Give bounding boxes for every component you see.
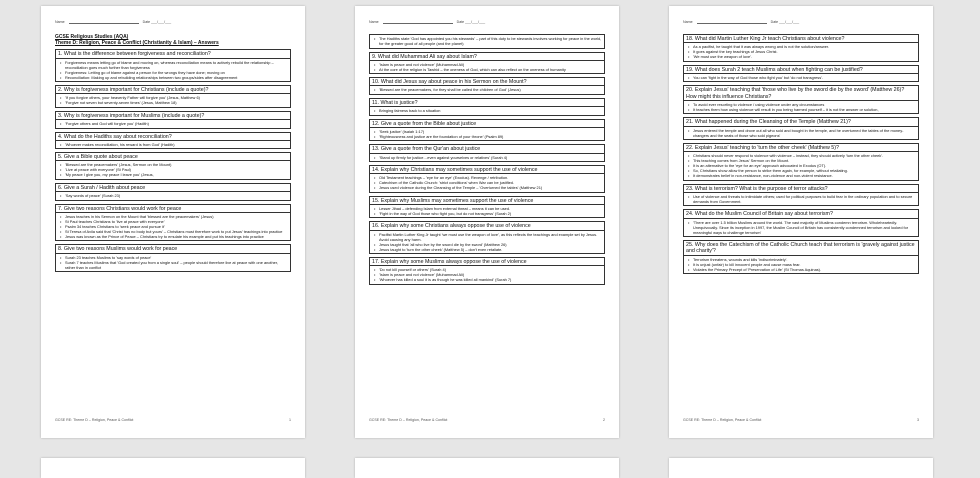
answer-bullet: • Reconciliation: Making up and rebuilding relationships between two groups/sides after disagreement — [65, 75, 288, 80]
answer-bullet: • 'If you forgive others, your heavenly Father will forgive you' (Jesus, Matthew 6) — [65, 95, 288, 100]
answer-bullet: • It demonstrates belief in non-resistance, non-violence and non-violent resistance. — [693, 173, 916, 178]
answer-bullet: • You can 'fight in the way of God those who fight you' but 'do not transgress'. — [693, 75, 916, 80]
question-box — [369, 119, 605, 142]
question-box — [683, 65, 919, 83]
document-page-4-top — [41, 458, 305, 478]
answer-list — [372, 62, 602, 72]
question-box — [369, 144, 605, 162]
document-title — [55, 34, 291, 46]
answer-bullet: • 'Live at peace with everyone' (St Paul) — [65, 167, 288, 172]
page-number: 1 — [289, 418, 291, 422]
footer-text: GCSE RE: Theme D – Religion, Peace & Conflict — [369, 418, 448, 422]
question-title: 12. Give a quote from the Bible about justice — [370, 121, 604, 128]
question-title: 7. Give two reasons Christians would work for peace — [56, 206, 290, 213]
answer-bullet: • 'Say words of peace' (Surah 23) — [65, 193, 288, 198]
document-page-1 — [41, 6, 305, 438]
answer-bullet: • Forgiveness means letting go of blame and moving on, whereas reconciliation means to actively rebuild the relationship – reconciliation goes much further than forgiveness — [65, 60, 288, 70]
question-title: 6. Give a Surah / Hadith about peace — [56, 185, 290, 192]
question-box — [55, 183, 291, 201]
answer-list — [58, 121, 288, 126]
question-box — [683, 184, 919, 207]
question-box — [55, 244, 291, 272]
answer-bullet: • 'Islam is peace and not violence' (Muhammad Ali) — [379, 272, 602, 277]
question-title: 23. What is terrorism? What is the purpose of terror attacks? — [684, 186, 918, 193]
document-page-2 — [355, 6, 619, 438]
question-title: 18. What did Martin Luther King Jr teach Christians about violence? — [684, 36, 918, 43]
question-title: 9. What did Muhammad Ali say about Islam? — [370, 54, 604, 61]
answer-bullet: • Jesus was known as the Prince of Peace – Christians try to emulate his example and put his teachings into practice — [65, 234, 288, 239]
question-title: 8. Give two reasons Muslims would work for peace — [56, 246, 290, 253]
question-box — [369, 98, 605, 116]
question-title: 14. Explain why Christians may sometimes support the use of violence — [370, 167, 604, 174]
question-box — [369, 221, 605, 254]
question-title: 20. Explain Jesus' teaching that 'those who live by the sword die by the sword' (Matthew 26)? How might this influence Christians? — [684, 87, 918, 100]
question-title: 11. What is justice? — [370, 100, 604, 107]
question-title: 22. Explain Jesus' teaching to 'turn the other cheek' (Matthew 5)? — [684, 145, 918, 152]
answer-list — [686, 194, 916, 204]
question-box — [683, 209, 919, 237]
question-title: 1. What is the difference between forgiveness and reconciliation? — [56, 51, 290, 58]
document-page-5-top — [355, 458, 619, 478]
answer-bullet: • Lesser Jihad – defending Islam from external threat – means it can be used. — [379, 206, 602, 211]
answer-bullet: • Jesus used violence during the Cleansing of the Temple – 'Overturned the tables' (Matthew 21) — [379, 185, 602, 190]
document-page-3 — [669, 6, 933, 438]
page-number: 3 — [917, 418, 919, 422]
question-box — [369, 77, 605, 95]
date-label: Date ___/___/___ — [142, 20, 172, 24]
question-title: 4. What do the Hadiths say about reconciliation? — [56, 134, 290, 141]
question-title: 16. Explain why some Christians always oppose the use of violence — [370, 223, 604, 230]
footer-text: GCSE RE: Theme D – Religion, Peace & Conflict — [683, 418, 762, 422]
name-label: Name — [55, 20, 65, 24]
answer-bullet: • The Hadiths state 'God has appointed you his stewards' – part of this duty to be stewards involves working for peace in the world, for the greater good of all people (and the planet) — [379, 36, 602, 46]
answer-bullet: • It is an alternative to the 'eye for an eye' approach advocated in Exodus (OT). — [693, 163, 916, 168]
question-box — [55, 204, 291, 242]
question-title: 10. What did Jesus say about peace in his Sermon on the Mount? — [370, 79, 604, 86]
answer-bullet: • As a pacifist, he taught that it was always wrong and is not the solution/answer. — [693, 44, 916, 49]
answer-list — [686, 44, 916, 59]
answer-list — [686, 220, 916, 235]
answer-bullet: • Pacifist Martin Luther King Jr taught 'we must use the weapon of love', as this reflects the teachings and example set by Jesus. Avoid causing any harm. — [379, 232, 602, 242]
answer-list — [58, 142, 288, 147]
answer-bullet: • This teaching comes from Jesus' Sermon on the Mount. — [693, 158, 916, 163]
question-box — [683, 240, 919, 274]
question-box — [55, 132, 291, 150]
question-box — [683, 117, 919, 140]
answer-bullet: • St Teresa of Avila said that 'Christ has no body but yours' – Christians must therefore work to put Jesus' teachings into practice — [65, 229, 288, 234]
answer-bullet: • 'My peace I give you, my peace I leave you' (Jesus, — [65, 172, 288, 177]
question-title: 25. Why does the Catechism of the Catholic Church teach that terrorism is 'gravely against justice and charity'? — [684, 242, 918, 255]
footer-text: GCSE RE: Theme D – Religion, Peace & Conflict — [55, 418, 134, 422]
answer-list — [686, 128, 916, 138]
date-label: Date ___/___/___ — [456, 20, 486, 24]
answer-bullet: • 'Whoever has killed a soul it is as though he was killed all mankind' (Surah 7) — [379, 277, 602, 282]
answer-bullet: • It is unjust (unfair) to kill innocent people and cause mass fear. — [693, 262, 916, 267]
document-page-6-top — [669, 458, 933, 478]
name-label: Name — [369, 20, 379, 24]
answer-bullet: • Jesus taught to 'turn the other cheek' (Matthew 5) – don't even retaliate. — [379, 247, 602, 252]
name-date-bar — [683, 20, 919, 24]
answer-list — [372, 129, 602, 139]
answer-list — [372, 108, 602, 113]
answer-bullet: • It teaches them how using violence will result in you being harmed yourself – it is not the answer or solution, — [693, 107, 916, 112]
question-box — [55, 85, 291, 108]
name-date-bar — [55, 20, 291, 24]
page-number: 2 — [603, 418, 605, 422]
page-footer — [55, 418, 291, 422]
answer-bullet: • 'There are over 1.5 billion Muslims around the world. The vast majority of Muslims condemn terrorism. Wholeheartedly. Unequivocally. Since its inception in 1997, the Muslim Council of Britain has consistently condemned terrorism and looked for meaningful ways to challenge terrorism' — [693, 220, 916, 235]
page-content — [55, 34, 291, 275]
answer-list — [58, 193, 288, 198]
answer-bullet: • Jesus teaches in his Sermon on the Mount that 'blessed are the peacemakers' (Jesus) — [65, 214, 288, 219]
answer-bullet: • 'Blessed are the peacemakers' (Jesus, Sermon on the Mount) — [65, 162, 288, 167]
answer-bullet: • Forgiveness: Letting go of blame against a person for the wrongs they have done; moving on — [65, 70, 288, 75]
answer-bullet: • Old Testament teachings – 'eye for an eye' (Exodus). Revenge / retribution. — [379, 175, 602, 180]
question-box — [683, 143, 919, 181]
answer-bullet: • Jesus entered the temple and drove out all who sold and bought in the temple, and he overturned the tables of the money-changers and the seats of those who sold pigeons' — [693, 128, 916, 138]
question-title: 15. Explain why Muslims may sometimes support the use of violence — [370, 198, 604, 205]
page-content — [369, 34, 605, 288]
answer-list — [58, 60, 288, 80]
title-line-1: GCSE Religious Studies (AQA) — [55, 34, 129, 40]
question-box — [369, 165, 605, 193]
answer-list — [686, 153, 916, 178]
answer-bullet: • 'Righteousness and justice are the foundation of your throne' (Psalm 89) — [379, 134, 602, 139]
question-box — [369, 196, 605, 219]
answer-bullet: • 'Seek justice' (Isaiah 1:17) — [379, 129, 602, 134]
answer-bullet: • Surah 7 teaches Muslims that 'God created you from a single soul' – people should therefore live at peace with one another, rather than in conflict — [65, 260, 288, 270]
question-box — [55, 111, 291, 129]
answer-list — [372, 87, 602, 92]
title-line-2: Theme D: Religion, Peace & Conflict (Christianity & Islam) – Answers — [55, 40, 219, 47]
answer-bullet: • 'Whoever makes reconciliation, his reward is from God' (Hadith) — [65, 142, 288, 147]
name-label: Name — [683, 20, 693, 24]
answer-list — [372, 155, 602, 160]
question-title: 24. What do the Muslim Council of Britain say about terrorism? — [684, 211, 918, 218]
name-date-bar — [369, 20, 605, 24]
question-title: 17. Explain why some Muslims always oppose the use of violence — [370, 259, 604, 266]
answer-bullet: • Jesus taught that 'all who live by the sword die by the sword' (Matthew 26) — [379, 242, 602, 247]
answer-list — [372, 267, 602, 282]
answer-bullet: • At the core of the religion is Tawhid – the oneness of God, which can also reflect on the oneness of humanity — [379, 67, 602, 72]
question-box — [55, 152, 291, 180]
question-box — [369, 34, 605, 49]
answer-bullet: • 'Fight in the way of God those who fight you, but do not transgress' (Surah 2) — [379, 211, 602, 216]
page-content — [683, 34, 919, 277]
question-title: 3. Why is forgiveness important for Muslims (include a quote)? — [56, 113, 290, 120]
question-box — [369, 257, 605, 285]
answer-bullet: • Catechism of the Catholic Church: 'strict conditions' when War can be justified. — [379, 180, 602, 185]
answer-list — [372, 175, 602, 190]
question-box — [369, 52, 605, 75]
answer-bullet: • Use of violence and threats to intimidate others; used for political purposes to build fear in the ordinary population and to secure demands from Government. — [693, 194, 916, 204]
answer-bullet: • 'Forgive not seven but seventy-seven times' (Jesus, Matthew 18) — [65, 100, 288, 105]
answer-list — [372, 36, 602, 46]
answer-bullet: • 'Do not kill yourself or others' (Surah 4) — [379, 267, 602, 272]
answer-list — [58, 95, 288, 105]
answer-list — [372, 232, 602, 252]
answer-list — [58, 255, 288, 270]
question-title: 13. Give a quote from the Qur'an about justice — [370, 146, 604, 153]
date-label: Date ___/___/___ — [770, 20, 800, 24]
answer-bullet: • Christians should never respond to violence with violence – instead, they should actively 'turn the other cheek'. — [693, 153, 916, 158]
answer-bullet: • It goes against the key teachings of Jesus Christ. — [693, 49, 916, 54]
answer-bullet: • 'Forgive others and God will forgive you' (Hadith) — [65, 121, 288, 126]
answer-bullet: • Terrorism threatens, wounds and kills 'indiscriminately'. — [693, 257, 916, 262]
answer-list — [686, 257, 916, 272]
answer-bullet: • 'Stand up firmly for justice…even against yourselves or relatives' (Surah 4) — [379, 155, 602, 160]
answer-bullet: • Psalm 34 teaches Christians to 'seek peace and pursue it' — [65, 224, 288, 229]
page-footer — [369, 418, 605, 422]
question-box — [683, 34, 919, 62]
answer-bullet: • 'We must use the weapon of love'. — [693, 54, 916, 59]
answer-bullet: • Violates the Primary Precept of 'Preservation of Life' (St Thomas Aquinas). — [693, 267, 916, 272]
answer-bullet: • To avoid ever resorting to violence / using violence under any circumstances — [693, 102, 916, 107]
answer-list — [686, 75, 916, 80]
question-title: 19. What does Surah 2 teach Muslims about when fighting can be justified? — [684, 67, 918, 74]
question-title: 2. Why is forgiveness important for Christians (include a quote)? — [56, 87, 290, 94]
question-title: 5. Give a Bible quote about peace — [56, 154, 290, 161]
answer-list — [58, 162, 288, 177]
answer-list — [372, 206, 602, 216]
answer-bullet: • Bringing fairness back to a situation — [379, 108, 602, 113]
answer-list — [58, 214, 288, 239]
answer-list — [686, 102, 916, 112]
question-box — [683, 85, 919, 114]
answer-bullet: • 'Islam is peace and not violence' (Muhammad Ali) — [379, 62, 602, 67]
answer-bullet: • 'Blessed are the peacemakers, for they shall be called the children of God' (Jesus) — [379, 87, 602, 92]
page-footer — [683, 418, 919, 422]
answer-bullet: • Surah 23 teaches Muslims to 'say words of peace' — [65, 255, 288, 260]
answer-bullet: • So, Christians show allow the person to strike them again, for example, without retaliating. — [693, 168, 916, 173]
question-box — [55, 49, 291, 82]
question-title: 21. What happened during the Cleansing of the Temple (Matthew 21)? — [684, 119, 918, 126]
answer-bullet: • St Paul teaches Christians to 'live at peace with everyone' — [65, 219, 288, 224]
